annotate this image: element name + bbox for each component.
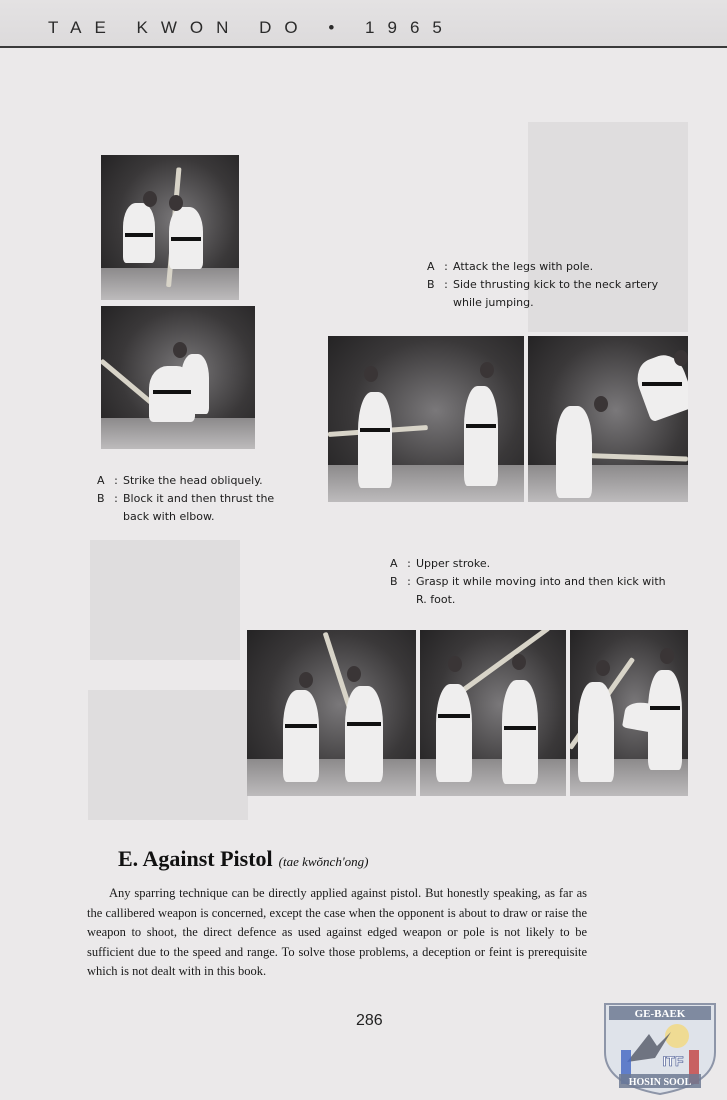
photo-upper-stroke-1 [247, 630, 416, 796]
header-rule [0, 46, 727, 48]
caption-key: B [390, 575, 398, 588]
section-heading [118, 846, 368, 872]
section-body: Any sparring technique can be directly applied against pistol. But honestly speaking, as far as the callibered weapon is concerned, except the case when the opponent is about to draw or raise the weapon to shoot, the direct defence as used against edged weapon or pole is not likely to be sufficient due to the speed and range. To solve those problems, a deception or feint is prerequisite which is not dealt with in this book. [87, 886, 587, 978]
caption-continuation: R. foot. [416, 593, 456, 606]
emblem-bottom-text: HOSIN SOOL [628, 1077, 692, 1088]
caption-key: A [427, 260, 435, 273]
caption-upper-stroke: A : Upper stroke. B : Grasp it while moving into and then kick with R. foot. [390, 555, 666, 609]
caption-strike-head: A : Strike the head obliquely. B : Block it and then thrust the back with elbow. [97, 472, 274, 526]
caption-text: Block it and then thrust the [123, 492, 275, 505]
photo-attack-legs [328, 336, 524, 502]
caption-text: Attack the legs with pole. [453, 260, 594, 273]
photo-upper-stroke-2 [420, 630, 566, 796]
caption-text: Side thrusting kick to the neck artery [453, 278, 659, 291]
photo-jumping-kick [528, 336, 688, 502]
caption-text: Grasp it while moving into and then kick with [416, 575, 666, 588]
running-header [0, 0, 727, 48]
caption-key: B [97, 492, 105, 505]
caption-attack-legs: A : Attack the legs with pole. B : Side thrusting kick to the neck artery while jumping. [427, 258, 658, 312]
show-through-shadow [90, 540, 240, 660]
emblem-mid-text: ITF [662, 1053, 684, 1069]
show-through-shadow [88, 690, 248, 820]
caption-continuation: while jumping. [453, 296, 534, 309]
photo-pole-block-1 [101, 155, 239, 300]
caption-key: A [390, 557, 398, 570]
caption-text: Upper stroke. [416, 557, 491, 570]
caption-key: A [97, 474, 105, 487]
emblem-top-text: GE-BAEK [634, 1008, 686, 1020]
photo-upper-stroke-3 [570, 630, 688, 796]
caption-continuation: back with elbow. [123, 510, 215, 523]
caption-key: B [427, 278, 435, 291]
section-subtitle: (tae kwŏnch'ong) [278, 854, 369, 869]
section-title: E. Against Pistol [118, 846, 273, 871]
photo-pole-block-2 [101, 306, 255, 449]
header-title: TAE KWON DO • 1965 [48, 18, 455, 37]
caption-text: Strike the head obliquely. [123, 474, 263, 487]
ge-baek-emblem-logo [597, 1000, 723, 1096]
page-number: 286 [356, 1012, 383, 1029]
